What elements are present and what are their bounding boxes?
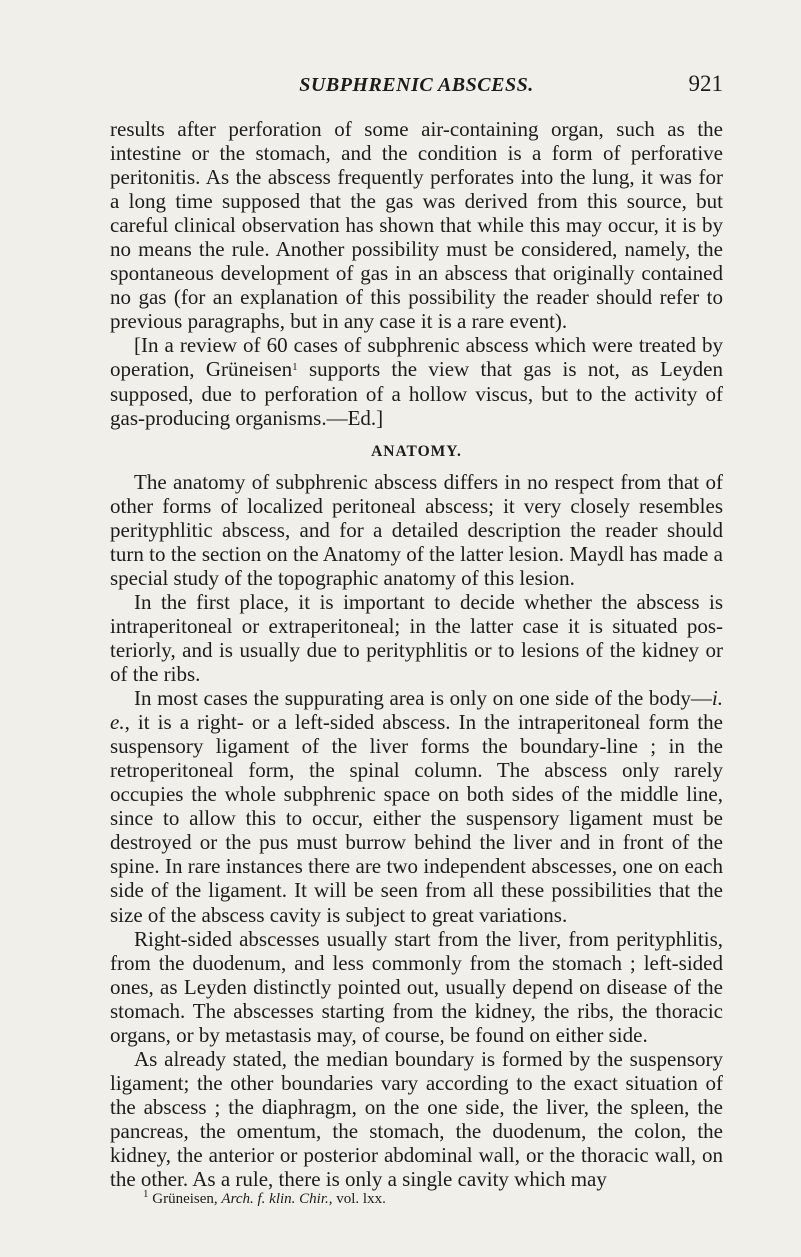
sides-text-start: In most cases the suppurating area is only on one side of the body—	[134, 686, 712, 711]
paragraph-sides	[110, 686, 723, 926]
paragraph-boundaries: As already stated, the median boundary is formed by the suspensory ligament; the other boundaries vary according to the exact situation of the abscess ; the diaphragm, on the one side, the liver, the spleen, the pancreas, the omentum, the stomach, the duodenum, the colon, the kidney, the anterior or posterior abdominal wall, or the thoracic wall, on the other. As a rule, there is only a single cavity which may	[110, 1046, 723, 1192]
running-header	[110, 71, 723, 104]
footnote-journal: Arch. f. klin. Chir.,	[221, 1191, 333, 1208]
footnote-marker: 1	[143, 1188, 149, 1201]
paragraph-editor-note	[110, 333, 723, 429]
body-text	[110, 117, 723, 1208]
editor-note-text-start: [In a review of 60 cases of subphrenic abscess which were treated by operation, Grüneisen	[110, 333, 723, 382]
sides-text-end: , it is a right- or a left-sided abscess. In the intraperitoneal form the suspensory ligament of the liver forms the boundary-line ; in the retroperitoneal form, the spinal column. The abscess only rarely occupies the whole subphrenic space on both sides of the middle line, since to allow this to occur, either the suspensory ligament must be destroyed or the pus must burrow behind the liver and in front of the spine. In rare instances there are two independent abscesses, one on each side of the ligament. It will be seen from all these possibilities that the size of the abscess cavity is subject to great variations.	[110, 710, 723, 927]
footnote-reference: 1	[292, 361, 298, 374]
page-number: 921	[688, 71, 723, 96]
paragraph-continuation: results after perforation of some air-containing organ, such as the intestine or the stomach, and the condition is a form of perforative peritonitis. As the abscess frequently perforates into the lung, it was for a long time supposed that the gas was derived from this source, but careful clinical observation has shown that while this may occur, it is by no means the rule. Another possibility must be considered, namely, the spontaneous development of gas in an abscess that originally contained no gas (for an explanation of this possibility the reader should refer to previous paragraphs, but in any case it is a rare event).	[110, 117, 723, 334]
footnote-volume: vol. lxx.	[336, 1191, 386, 1208]
paragraph-origins: Right-sided abscesses usually start from the liver, from perityphlitis, from the duodenum, and less commonly from the stomach ; left-sided ones, as Leyden distinctly pointed out, usually depend on disease of the stomach. The abscesses starting from the kidney, the ribs, the thoracic organs, or by metastasis may, of course, be found on either side.	[110, 926, 723, 1047]
section-heading: ANATOMY.	[371, 442, 462, 460]
paragraph-location: In the first place, it is important to decide whether the abscess is intraperitoneal or extraperitoneal; in the latter case it is situated posteriorly, and is usually due to perityphlitis or to lesions of the kidney or of the ribs.	[110, 589, 723, 687]
paragraph-anatomy-intro: The anatomy of subphrenic abscess differs in no respect from that of other forms of localized peritoneal abscess; it very closely resembles perityphlitic abscess, and for a detailed description the reader should turn to the section on the Anatomy of the latter lesion. Maydl has made a special study of the topographic anatomy of this lesion.	[110, 469, 723, 590]
running-title: SUBPHRENIC ABSCESS.	[299, 74, 534, 96]
abbreviation-ie: i. e.	[110, 686, 723, 735]
editor-note-text-end: supports the view that gas is not, as Leyden supposed, due to perforation of a hollow viscus, but to the activity of gas-producing organisms.—Ed.]	[110, 357, 723, 430]
footnote-author: Grüneisen,	[152, 1191, 218, 1208]
footnote	[110, 1188, 723, 1208]
